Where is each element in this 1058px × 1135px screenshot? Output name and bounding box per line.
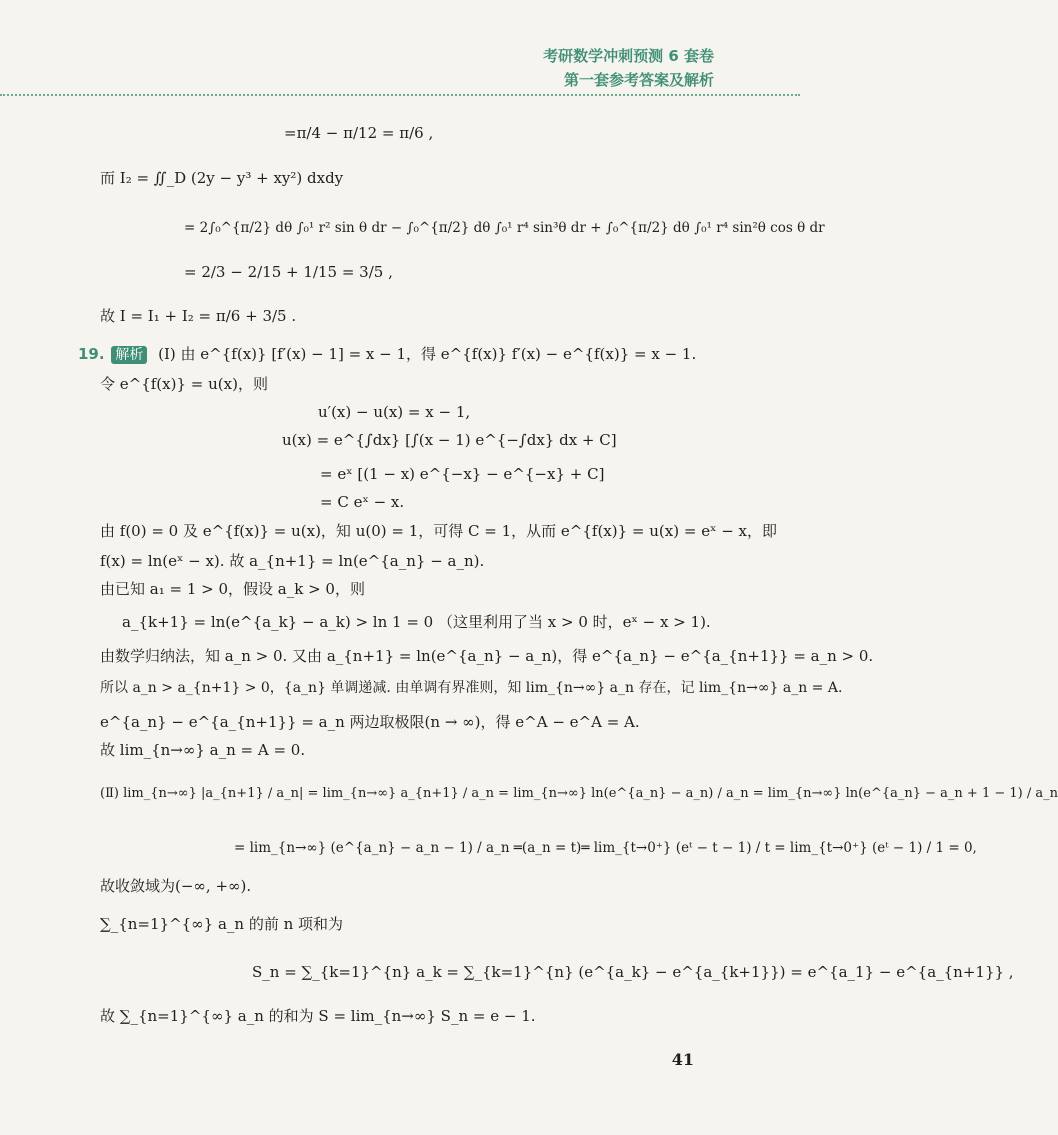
formula-line: = 2∫₀^{π/2} dθ ∫₀¹ r² sin θ dr − ∫₀^{π/2} dθ ∫₀¹ r⁴ sin³θ dr + ∫₀^{π/2} dθ ∫₀¹ r⁴ sin²θ cos θ dr xyxy=(184,220,825,236)
formula-line: = lim_{n→∞} (e^{a_n} − a_n − 1) / a_n ═(a_n = t)═ lim_{t→0⁺} (eᵗ − t − 1) / t = lim_{t→0⁺} (eᵗ − 1) / 1 = 0, xyxy=(234,840,977,856)
text-line: 故收敛域为(−∞, +∞). xyxy=(100,877,252,895)
page-header xyxy=(543,44,714,92)
formula-line: (Ⅱ) lim_{n→∞} |a_{n+1} / a_n| = lim_{n→∞} a_{n+1} / a_n = lim_{n→∞} ln(e^{a_n} − a_n) / a_n = lim_{n→∞} ln(e^{a_n} − a_n + 1 − 1) / a_n xyxy=(100,786,1058,801)
header-title: 考研数学冲刺预测 6 套卷 xyxy=(543,47,714,65)
text-line: ∑_{n=1}^{∞} a_n 的前 n 项和为 xyxy=(100,915,344,933)
formula-line: = C eˣ − x. xyxy=(320,493,405,511)
text-line: 由 f(0) = 0 及 e^{f(x)} = u(x)，知 u(0) = 1，可得 C = 1，从而 e^{f(x)} = u(x) = eˣ − x，即 xyxy=(100,522,777,540)
header-divider xyxy=(0,94,800,96)
text-line: 由已知 a₁ = 1 > 0，假设 a_k > 0，则 xyxy=(100,580,365,598)
formula-line: = eˣ [(1 − x) e^{−x} − e^{−x} + C] xyxy=(320,465,605,483)
formula-line: S_n = ∑_{k=1}^{n} a_k = ∑_{k=1}^{n} (e^{a_k} − e^{a_{k+1}}) = e^{a_1} − e^{a_{n+1}} , xyxy=(252,963,1014,981)
formula-line: a_{k+1} = ln(e^{a_k} − a_k) > ln 1 = 0 （这里利用了当 x > 0 时，eˣ − x > 1). xyxy=(122,613,711,631)
formula-line: u(x) = e^{∫dx} [∫(x − 1) e^{−∫dx} dx + C] xyxy=(282,431,617,449)
text-line: 所以 a_n > a_{n+1} > 0，{a_n} 单调递减. 由单调有界准则，知 lim_{n→∞} a_n 存在，记 lim_{n→∞} a_n = A. xyxy=(100,680,843,696)
analysis-tag: 解析 xyxy=(111,346,147,364)
text-line: f(x) = ln(eˣ − x). 故 a_{n+1} = ln(e^{a_n} − a_n). xyxy=(100,552,485,570)
formula-line: 令 e^{f(x)} = u(x)，则 xyxy=(100,375,268,393)
formula-line: = 2/3 − 2/15 + 1/15 = 3/5 , xyxy=(184,263,393,281)
page-number: 41 xyxy=(671,1050,694,1069)
header-subtitle: 第一套参考答案及解析 xyxy=(563,71,714,89)
text-line: 故 ∑_{n=1}^{∞} a_n 的和为 S = lim_{n→∞} S_n = e − 1. xyxy=(100,1007,536,1025)
formula-line: u′(x) − u(x) = x − 1, xyxy=(318,403,471,421)
problem-19-heading xyxy=(78,344,696,364)
text-line: e^{a_n} − e^{a_{n+1}} = a_n 两边取极限(n → ∞)，得 e^A − e^A = A. xyxy=(100,713,640,731)
text-line: 由数学归纳法，知 a_n > 0. 又由 a_{n+1} = ln(e^{a_n} − a_n)，得 e^{a_n} − e^{a_{n+1}} = a_n > 0. xyxy=(100,647,874,665)
problem-number: 19. xyxy=(78,345,105,363)
formula-line: 故 I = I₁ + I₂ = π/6 + 3/5 . xyxy=(100,307,297,325)
text-line: 故 lim_{n→∞} a_n = A = 0. xyxy=(100,741,306,759)
formula-line: =π/4 − π/12 = π/6 , xyxy=(284,124,434,142)
formula-line: 而 I₂ = ∬_D (2y − y³ + xy²) dxdy xyxy=(100,169,344,187)
formula-line: (Ⅰ) 由 e^{f(x)} [f′(x) − 1] = x − 1，得 e^{f(x)} f′(x) − e^{f(x)} = x − 1. xyxy=(158,345,697,363)
